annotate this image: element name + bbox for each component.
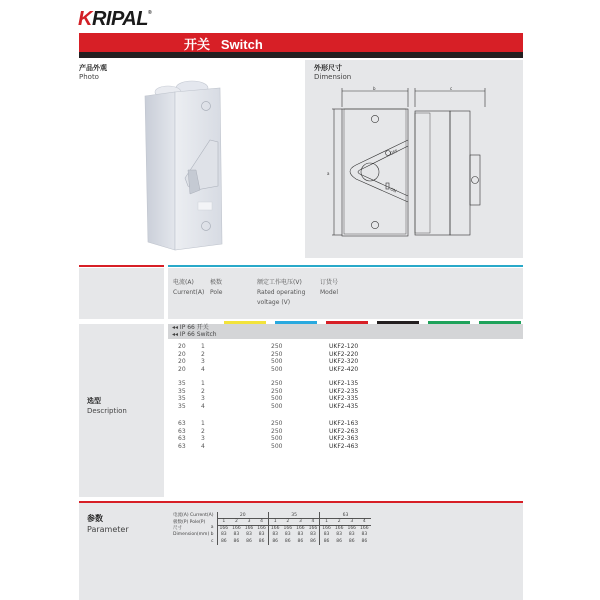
parameter-label: 参数 Parameter <box>87 514 129 534</box>
page-title <box>184 34 263 53</box>
svg-text:b: b <box>373 86 376 91</box>
svg-text:c: c <box>450 86 453 91</box>
table-header <box>168 268 523 319</box>
table-row: 63 2 250 UKF2-263 <box>178 427 359 435</box>
title-cn: 开关 <box>184 37 211 52</box>
svg-text:OFF: OFF <box>389 148 399 156</box>
description-label: 选型 Description <box>87 397 127 415</box>
ip66-band <box>168 324 523 339</box>
model-group-35a <box>168 380 399 410</box>
dimension-label-en: Dimension <box>314 73 352 81</box>
table-row: 20 3 500 UKF2-320 <box>178 358 359 365</box>
header-left-box <box>79 268 164 319</box>
column-header-pole: 极数 Pole <box>210 279 223 296</box>
dimension-drawing <box>320 85 520 245</box>
divider-cyan <box>168 265 523 267</box>
photo-label-en: Photo <box>79 73 99 81</box>
model-group-20a <box>168 343 399 373</box>
photo-label-cn: 产品外观 <box>79 64 107 72</box>
brand-logo <box>78 8 151 31</box>
table-row: 35 2 250 UKF2-235 <box>178 387 359 395</box>
dimension-label-cn: 外形尺寸 <box>314 64 342 72</box>
photo-label <box>79 64 107 82</box>
model-group-63a <box>168 420 399 450</box>
column-header-current: 电流(A) Current(A) <box>173 279 205 296</box>
column-header-voltage: 额定工作电压(V) Rated operating voltage (V) <box>257 279 306 306</box>
logo-k: K <box>78 8 92 30</box>
banner-underline <box>79 52 523 58</box>
table-row: 20 2 250 UKF2-220 <box>178 350 359 358</box>
column-header-model: 订货号 Model <box>320 279 339 296</box>
dimension-label <box>314 64 351 82</box>
parameter-section <box>79 503 523 600</box>
table-row: 20 4 500 UKF2-420 <box>178 365 359 373</box>
title-en: Switch <box>220 37 263 52</box>
table-row: 35 1 250 UKF2-135 <box>178 380 359 387</box>
registered-mark: ® <box>147 10 152 16</box>
svg-text:ON: ON <box>389 186 398 194</box>
parameter-table: 电流(A) Current(A) 20 35 63 极数(P) Pole(P) 1 2 3 4 1 2 3 4 1 2 3 4 尺寸 a 166 166 166 166 166 166 166 166 166 166 166 166 Dimension(mm) b 83 83 83 83 83 83 83 83 83 83 83 83 c 86 86 86 86 86 86 86 86 86 86 86 86 <box>173 512 369 544</box>
svg-text:a: a <box>327 171 330 176</box>
title-banner <box>79 33 523 52</box>
table-row: 35 4 500 UKF2-435 <box>178 402 359 410</box>
table-row: 20 1 250 UKF2-120 <box>178 343 359 350</box>
description-column <box>79 324 164 497</box>
product-photo <box>140 78 235 253</box>
table-row: 63 3 500 UKF2-363 <box>178 435 359 442</box>
divider-red <box>79 265 164 267</box>
table-row: 63 1 250 UKF2-163 <box>178 420 359 427</box>
ip66-label: ◂◂ IP 66 开关 ◂◂ IP 66 Switch <box>172 324 217 338</box>
table-row: 63 4 500 UKF2-463 <box>178 442 359 450</box>
logo-text: RIPAL <box>91 8 148 30</box>
table-row: 35 3 500 UKF2-335 <box>178 395 359 402</box>
